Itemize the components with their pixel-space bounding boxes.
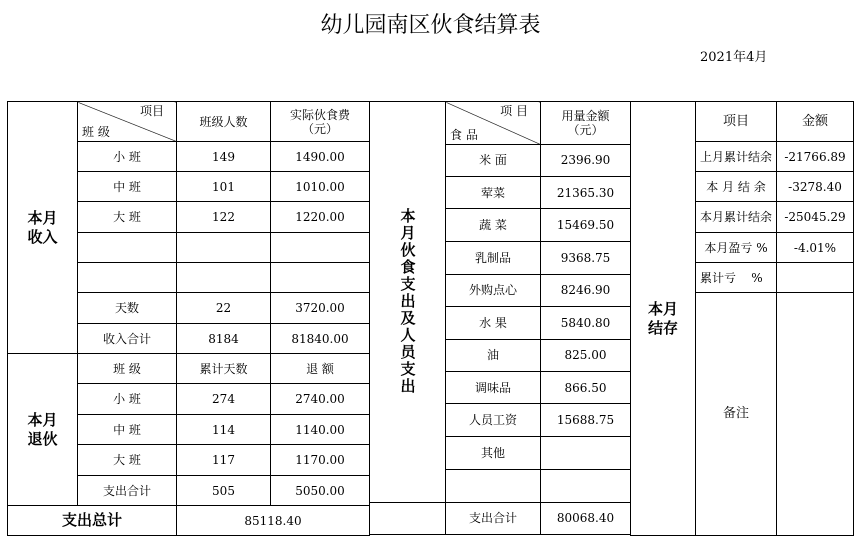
expense-total-amount: 80068.40 [541,502,631,534]
total-value: 85118.40 [177,506,370,536]
income-row-count: 22 [177,293,271,324]
income-row-name [78,233,177,263]
balance-section-label: 本月结存 [631,102,696,536]
balance-row-name: 本月盈亏 % [696,233,777,263]
income-row-count [177,263,271,293]
refund-total-name: 支出合计 [78,476,177,506]
total-label: 支出总计 [8,506,177,536]
expense-header-diagonal: 项 目 食 品 [446,102,541,145]
expense-table [369,101,631,535]
expense-row-amount: 15688.75 [541,404,631,437]
income-row-fee: 3720.00 [271,293,370,324]
expense-row-amount: 9368.75 [541,242,631,274]
balance-header-item: 项目 [696,102,777,142]
income-row-name: 大 班 [78,202,177,233]
refund-header-class: 班 级 [78,354,177,384]
expense-row-name [446,469,541,502]
income-row-count: 122 [177,202,271,233]
expense-row-amount: 15469.50 [541,209,631,242]
expense-row-name: 其他 [446,437,541,469]
expense-row-name: 调味品 [446,372,541,404]
income-row-name: 中 班 [78,172,177,202]
refund-row-name: 中 班 [78,415,177,445]
balance-row-amount: -25045.29 [777,202,854,233]
income-row-fee: 1220.00 [271,202,370,233]
refund-row-name: 小 班 [78,384,177,415]
report-date: 2021年4月 [700,50,768,65]
header-class-count: 班级人数 [177,102,271,142]
expense-section-label: 本月伙食支出及人员支出 [370,102,446,503]
balance-row-amount: -3278.40 [777,172,854,202]
notes-value [777,293,854,536]
page-title: 幼儿园南区伙食结算表 [320,13,541,38]
balance-row-amount: -4.01% [777,233,854,263]
income-row-name: 小 班 [78,142,177,172]
expense-row-amount [541,437,631,469]
left-table [7,101,370,536]
expense-header-amount: 用量金额（元） [541,102,631,145]
income-row-name: 天数 [78,293,177,324]
expense-row-amount: 866.50 [541,372,631,404]
income-row-count [177,233,271,263]
expense-row-name: 油 [446,339,541,371]
balance-table [630,101,854,536]
expense-row-amount: 8246.90 [541,274,631,306]
income-row-fee: 1490.00 [271,142,370,172]
expense-row-name: 蔬 菜 [446,209,541,242]
refund-row-days: 114 [177,415,271,445]
expense-row-amount: 2396.90 [541,144,631,176]
balance-row-name: 累计亏 % [696,263,777,293]
expense-row-name: 人员工资 [446,404,541,437]
income-row-fee [271,263,370,293]
expense-row-amount: 21365.30 [541,177,631,209]
income-row-count: 149 [177,142,271,172]
income-total-name: 收入合计 [78,324,177,354]
income-total-count: 8184 [177,324,271,354]
refund-header-amount: 退 额 [271,354,370,384]
income-row-count: 101 [177,172,271,202]
income-row-name [78,263,177,293]
refund-row-name: 大 班 [78,445,177,476]
expense-row-name: 乳制品 [446,242,541,274]
income-header-diagonal: 项目 班 级 [78,102,177,142]
expense-row-name: 外购点心 [446,274,541,306]
header-actual-fee: 实际伙食费（元） [271,102,370,142]
expense-row-name: 米 面 [446,144,541,176]
balance-row-name: 本 月 结 余 [696,172,777,202]
balance-row-name: 上月累计结余 [696,142,777,172]
refund-row-amount: 2740.00 [271,384,370,415]
refund-total-days: 505 [177,476,271,506]
expense-total-name: 支出合计 [446,502,541,534]
balance-header-amount: 金额 [777,102,854,142]
income-section-label: 本月收入 [8,102,78,354]
refund-row-amount: 1140.00 [271,415,370,445]
expense-row-amount [541,469,631,502]
refund-header-days: 累计天数 [177,354,271,384]
balance-row-name: 本月累计结余 [696,202,777,233]
expense-row-amount: 5840.80 [541,306,631,339]
refund-total-amount: 5050.00 [271,476,370,506]
expense-row-amount: 825.00 [541,339,631,371]
expense-row-name: 水 果 [446,306,541,339]
income-total-fee: 81840.00 [271,324,370,354]
income-row-fee [271,233,370,263]
expense-row-name: 荤菜 [446,177,541,209]
refund-row-days: 117 [177,445,271,476]
balance-row-amount [777,263,854,293]
expense-total-name-spacer [370,502,446,534]
income-row-fee: 1010.00 [271,172,370,202]
refund-section-label: 本月退伙 [8,354,78,506]
notes-label: 备注 [696,293,777,536]
balance-row-amount: -21766.89 [777,142,854,172]
refund-row-amount: 1170.00 [271,445,370,476]
refund-row-days: 274 [177,384,271,415]
